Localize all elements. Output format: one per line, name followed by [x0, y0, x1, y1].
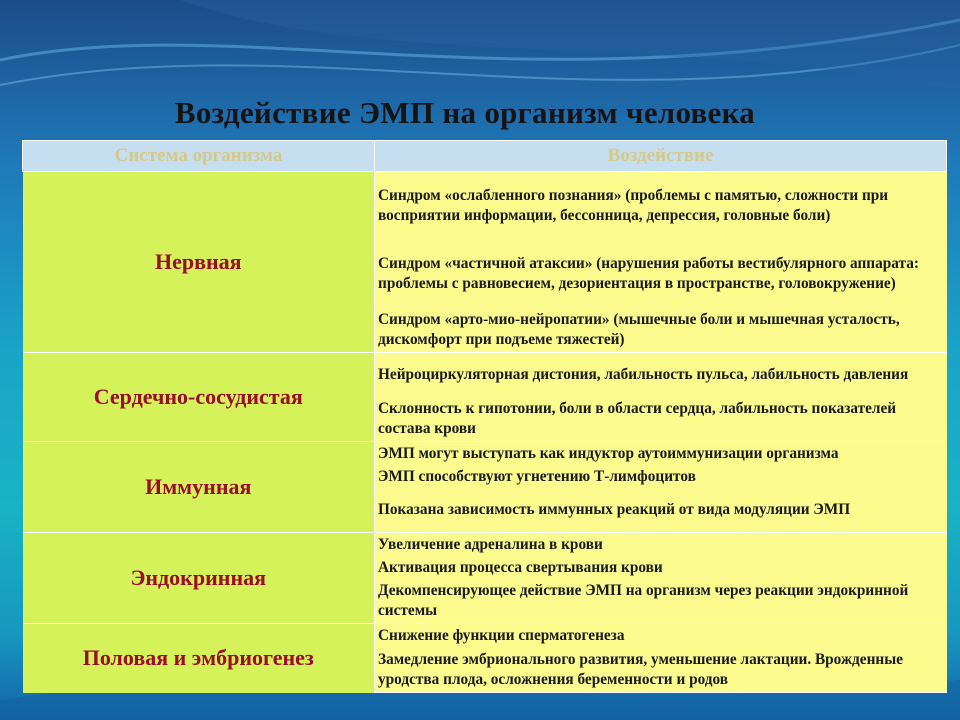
effect-cell: Синдром «частичной атаксии» (нарушения работы вестибулярного аппарата: проблемы с равновесием, дезориентация в пространстве, головокружение)	[375, 240, 947, 308]
table-row	[23, 533, 947, 558]
effect-cell: Показана зависимость иммунных реакций от вида модуляции ЭМП	[375, 488, 947, 533]
table-row	[23, 442, 947, 467]
effect-cell: Синдром «арто-мио-нейропатии» (мышечные боли и мышечная усталость, дискомфорт при подъеме тяжестей)	[375, 308, 947, 353]
table-row	[23, 353, 947, 398]
effect-cell: ЭМП способствуют угнетению Т-лимфоцитов	[375, 466, 947, 488]
table-header-row	[23, 141, 947, 172]
effect-cell: Замедление эмбрионального развития, уменьшение лактации. Врожденные уродства плода, осложнения беременности и родов	[375, 648, 947, 693]
system-cell-cardiovascular: Сердечно-сосудистая	[23, 353, 375, 442]
effect-cell: Нейроциркуляторная дистония, лабильность пульса, лабильность давления	[375, 353, 947, 398]
system-cell-nervous: Нервная	[23, 172, 375, 353]
system-cell-reproductive: Половая и эмбриогенез	[23, 624, 375, 693]
effect-cell: Снижение функции сперматогенеза	[375, 624, 947, 649]
header-system: Система организма	[23, 141, 375, 172]
effect-cell: Активация процесса свертывания крови	[375, 557, 947, 579]
system-cell-endocrine: Эндокринная	[23, 533, 375, 624]
emf-effects-table	[22, 140, 947, 693]
effect-cell: Склонность к гипотонии, боли в области сердца, лабильность показателей состава крови	[375, 397, 947, 442]
slide-title: Воздействие ЭМП на организм человека	[174, 95, 756, 130]
table-row	[23, 172, 947, 241]
effect-cell: Синдром «ослабленного познания» (проблемы с памятью, сложности при восприятии информации, бессонница, депрессия, головные боли)	[375, 172, 947, 241]
effect-cell: Декомпенсирующее действие ЭМП на организм через реакции эндокринной системы	[375, 579, 947, 624]
effect-cell: ЭМП могут выступать как индуктор аутоиммунизации организма	[375, 442, 947, 467]
effect-cell: Увеличение адреналина в крови	[375, 533, 947, 558]
table-row	[23, 624, 947, 649]
header-effect: Воздействие	[375, 141, 947, 172]
system-cell-immune: Иммунная	[23, 442, 375, 533]
